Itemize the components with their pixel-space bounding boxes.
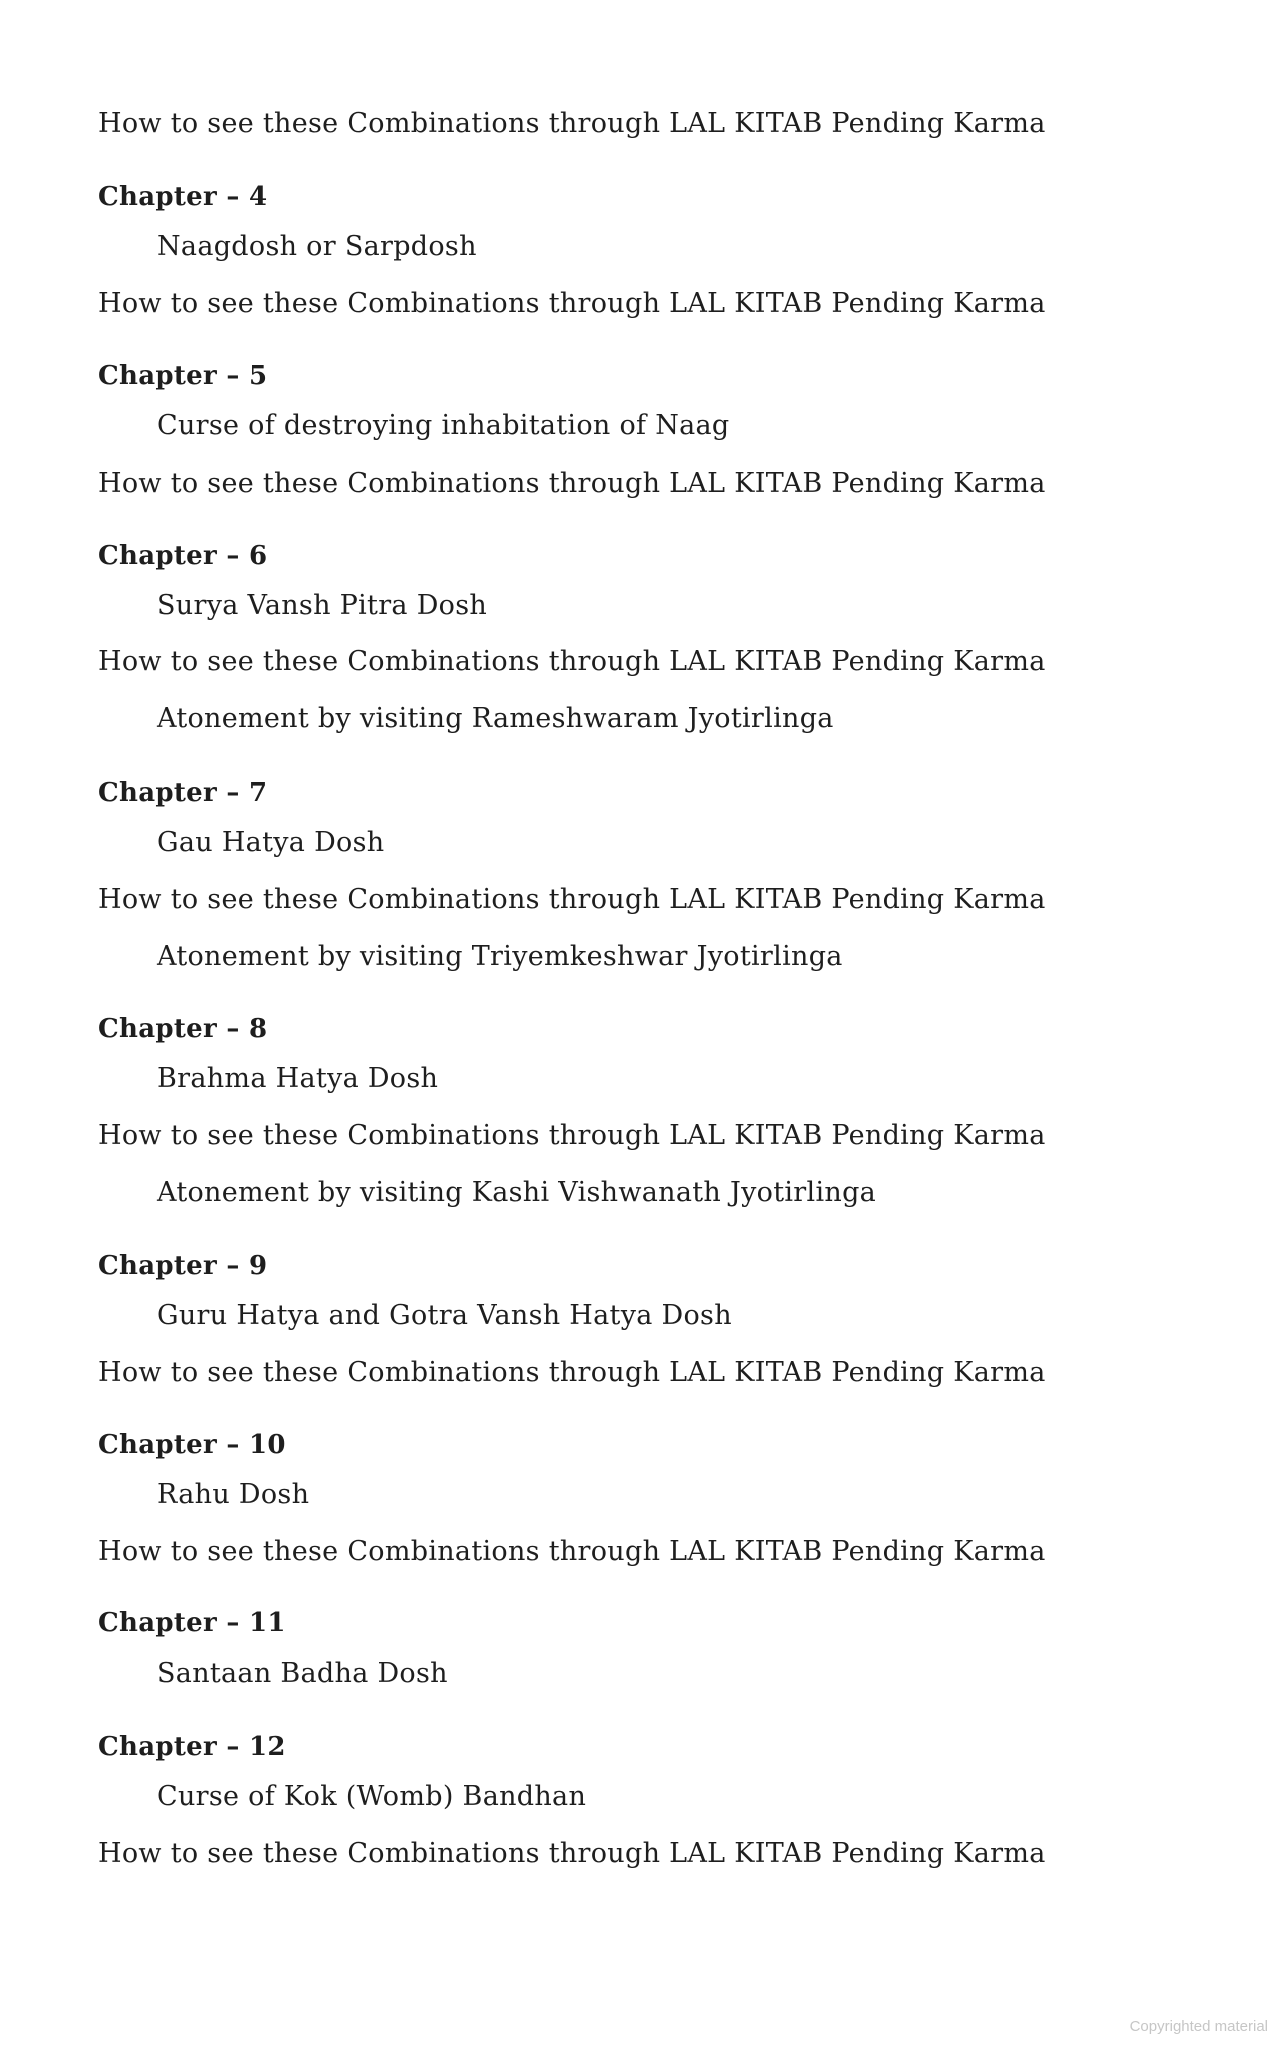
section-title: Guru Hatya and Gotra Vansh Hatya Dosh [157,1300,732,1331]
chapter-heading: Chapter – 9 [98,1251,268,1281]
section-title: Curse of destroying inhabitation of Naag [157,410,730,441]
section-title: Atonement by visiting Kashi Vishwanath Jyotirlinga [157,1177,877,1208]
chapter-heading: Chapter – 12 [98,1732,286,1762]
body-line: How to see these Combinations through LAL KITAB Pending Karma [98,1838,1046,1869]
body-line: How to see these Combinations through LAL KITAB Pending Karma [98,646,1046,677]
body-line: How to see these Combinations through LAL KITAB Pending Karma [98,288,1046,319]
body-line: How to see these Combinations through LAL KITAB Pending Karma [98,468,1046,499]
body-line: How to see these Combinations through LAL KITAB Pending Karma [98,1120,1046,1151]
section-title: Gau Hatya Dosh [157,827,385,858]
body-line: How to see these Combinations through LAL KITAB Pending Karma [98,884,1046,915]
chapter-heading: Chapter – 5 [98,361,268,391]
section-title: Atonement by visiting Rameshwaram Jyotirlinga [157,703,834,734]
section-title: Curse of Kok (Womb) Bandhan [157,1781,587,1812]
section-title: Santaan Badha Dosh [157,1658,448,1689]
section-title: Brahma Hatya Dosh [157,1063,439,1094]
chapter-heading: Chapter – 6 [98,541,268,571]
chapter-heading: Chapter – 8 [98,1014,268,1044]
chapter-heading: Chapter – 4 [98,182,268,212]
body-line: How to see these Combinations through LAL KITAB Pending Karma [98,108,1046,139]
chapter-heading: Chapter – 7 [98,778,268,808]
section-title: Surya Vansh Pitra Dosh [157,590,488,621]
section-title: Atonement by visiting Triyemkeshwar Jyotirlinga [157,941,843,972]
chapter-heading: Chapter – 10 [98,1430,286,1460]
section-title: Rahu Dosh [157,1479,310,1510]
body-line: How to see these Combinations through LAL KITAB Pending Karma [98,1536,1046,1567]
copyright-watermark: Copyrighted material [1129,2018,1268,2035]
section-title: Naagdosh or Sarpdosh [157,231,477,262]
body-line: How to see these Combinations through LAL KITAB Pending Karma [98,1357,1046,1388]
chapter-heading: Chapter – 11 [98,1608,286,1638]
